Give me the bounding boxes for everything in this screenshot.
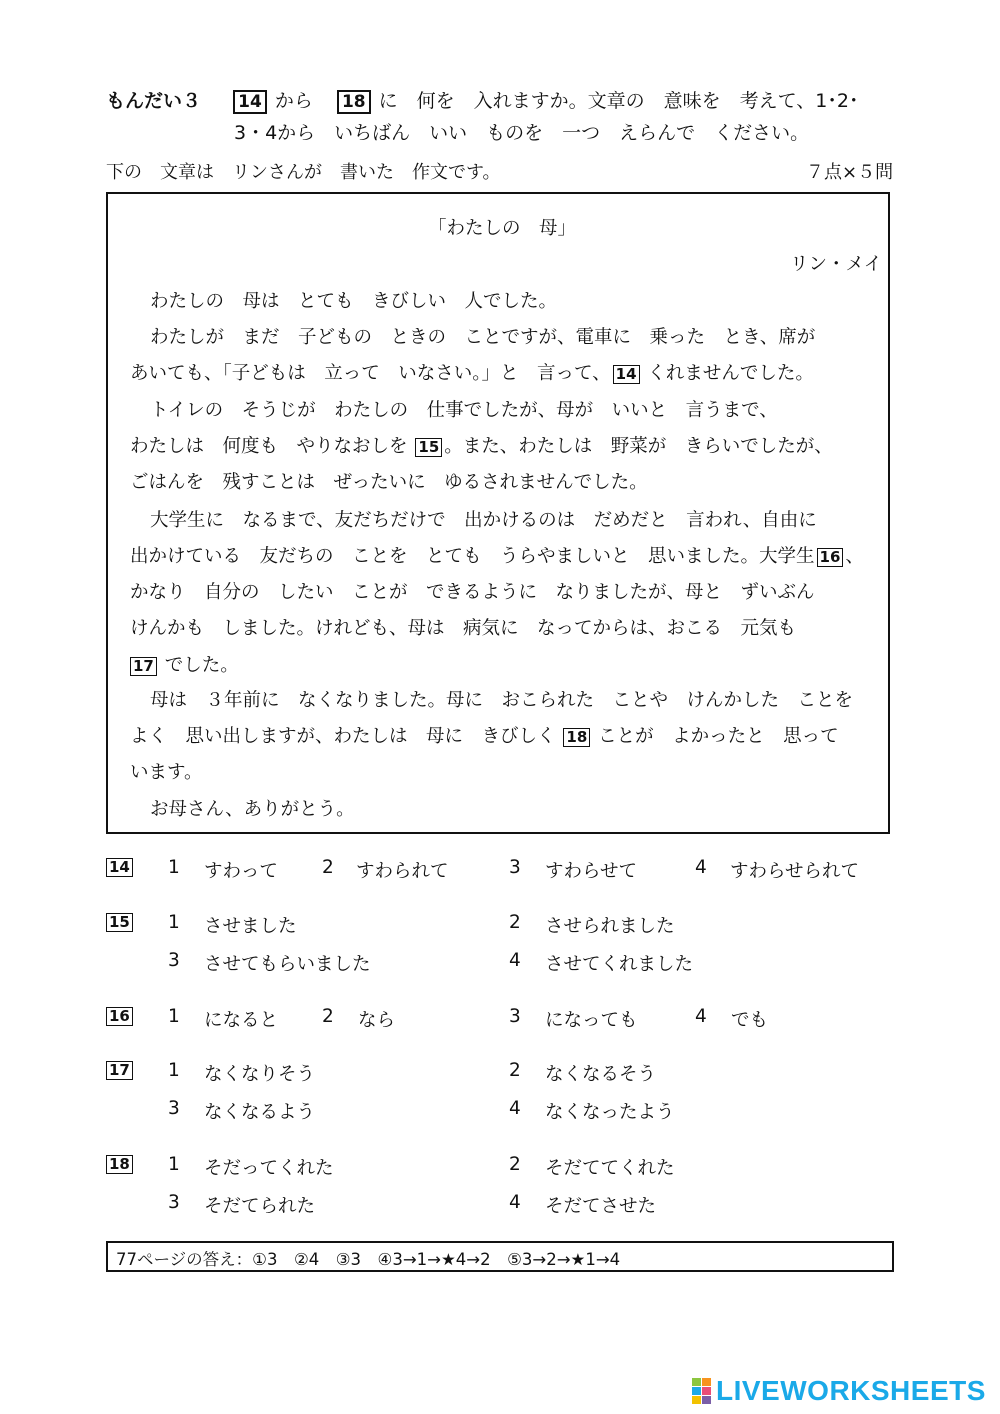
passage-text: よく 思い出しますが、わたしは 母に きびしく <box>130 726 556 747</box>
option-number: 3 <box>168 950 180 971</box>
question-number: 17 <box>106 1060 133 1080</box>
passage-line <box>130 722 839 748</box>
option-choice[interactable]: なくなるよう <box>204 1102 316 1123</box>
passage-text: 出かけている 友だちの ことを とても うらやましいと 思いました。大学生 <box>130 546 815 567</box>
instruction-line-2: 3・4から いちばん いい ものを 一つ えらんで ください。 <box>234 122 810 144</box>
blank-14[interactable]: 14 <box>613 365 640 384</box>
question-number: 15 <box>106 912 133 932</box>
option-number: 1 <box>168 1060 180 1081</box>
passage-line: います。 <box>130 762 203 783</box>
option-choice[interactable]: そだってくれた <box>204 1158 334 1179</box>
option-choice[interactable]: なくなりそう <box>204 1064 316 1085</box>
blank-number: 14 <box>233 90 267 114</box>
option-choice[interactable]: なくなったよう <box>545 1102 675 1123</box>
option-number: 4 <box>509 1192 521 1213</box>
passage-line: ごはんを 残すことは ぜったいに ゆるされませんでした。 <box>130 472 648 493</box>
option-choice[interactable]: になると <box>204 1010 279 1031</box>
passage-box <box>106 192 890 834</box>
passage-line: けんかも しました。けれども、母は 病気に なってからは、おこる 元気も <box>130 618 797 639</box>
option-number: 1 <box>168 1006 180 1027</box>
option-number: 2 <box>509 912 521 933</box>
passage-text: あいても、「子どもは 立って いなさい。」と 言って、 <box>130 363 611 384</box>
option-choice[interactable]: なら <box>358 1010 396 1031</box>
option-number: 1 <box>168 1154 180 1175</box>
option-choice[interactable]: すわって <box>204 861 278 882</box>
option-number: 3 <box>168 1098 180 1119</box>
option-choice[interactable]: でも <box>731 1010 769 1031</box>
instruction-line-1 <box>106 86 858 114</box>
liveworksheets-logo <box>692 1376 986 1406</box>
passage-line <box>130 359 814 385</box>
option-number: 1 <box>168 857 180 878</box>
passage-author: リン・メイ <box>790 254 883 275</box>
option-choice[interactable]: すわらせて <box>545 861 637 882</box>
passage-line: 大学生に なるまで、友だちだけで 出かけるのは だめだと 言われ、自由に <box>150 510 817 531</box>
answer-note: 77ページの答え：①3 ②4 ③3 ④3→1→★4→2 ⑤3→2→★1→4 <box>116 1250 621 1269</box>
question-number: 16 <box>106 1006 133 1026</box>
option-number: 2 <box>509 1154 521 1175</box>
passage-text: でした。 <box>164 655 239 676</box>
logo-text: LIVEWORKSHEETS <box>716 1375 986 1406</box>
passage-line: かなり 自分の したい ことが できるように なりましたが、母と ずいぶん <box>130 582 815 603</box>
passage-line <box>130 432 833 458</box>
option-number: 1 <box>168 912 180 933</box>
passage-text: 、 <box>845 546 864 567</box>
instruction-text: に 何を 入れますか。文章の 意味を 考えて、1･2･ <box>378 90 859 112</box>
problem-label: もんだい３ <box>106 90 202 112</box>
passage-line: わたしが まだ 子どもの ときの ことですが、電車に 乗った とき、席が <box>150 327 816 348</box>
option-choice[interactable]: そだてさせた <box>545 1196 657 1217</box>
option-number: 4 <box>695 1006 707 1027</box>
passage-text: ことが よかったと 思って <box>598 726 839 747</box>
blank-17[interactable]: 17 <box>130 657 157 676</box>
option-number: 4 <box>695 857 707 878</box>
instruction-text: から <box>274 90 313 112</box>
option-choice[interactable]: なくなるそう <box>545 1064 657 1085</box>
passage-line: わたしの 母は とても きびしい 人でした。 <box>150 291 558 312</box>
passage-line <box>130 651 239 677</box>
points-label: ７点×５問 <box>806 162 894 183</box>
option-number: 4 <box>509 950 521 971</box>
passage-line <box>130 542 864 568</box>
blank-15[interactable]: 15 <box>415 438 442 457</box>
passage-title: 「わたしの 母」 <box>428 218 577 239</box>
passage-line: お母さん、ありがとう。 <box>150 799 355 820</box>
logo-mark-icon <box>692 1378 712 1404</box>
option-number: 2 <box>509 1060 521 1081</box>
option-number: 4 <box>509 1098 521 1119</box>
option-number: 2 <box>322 1006 334 1027</box>
blank-16[interactable]: 16 <box>817 548 844 567</box>
option-choice[interactable]: すわらせられて <box>730 861 859 882</box>
option-choice[interactable]: そだてられた <box>204 1196 316 1217</box>
option-choice[interactable]: させてもらいました <box>204 954 371 975</box>
option-number: 3 <box>509 1006 521 1027</box>
passage-text: くれませんでした。 <box>647 363 814 384</box>
option-choice[interactable]: そだててくれた <box>545 1158 675 1179</box>
passage-line: 母は ３年前に なくなりました。母に おこられた ことや けんかした ことを <box>150 690 854 711</box>
option-number: 3 <box>509 857 521 878</box>
option-choice[interactable]: させてくれました <box>545 954 694 975</box>
option-choice[interactable]: すわられて <box>356 861 449 882</box>
passage-text: 。また、わたしは 野菜が きらいでしたが、 <box>444 436 833 457</box>
option-choice[interactable]: させられました <box>545 916 675 937</box>
blank-number: 18 <box>337 90 371 114</box>
option-number: 3 <box>168 1192 180 1213</box>
option-choice[interactable]: させました <box>204 916 297 937</box>
blank-18[interactable]: 18 <box>563 728 590 747</box>
answer-note-box <box>106 1241 894 1272</box>
passage-line: トイレの そうじが わたしの 仕事でしたが、母が いいと 言うまで、 <box>150 400 778 421</box>
intro-text: 下の 文章は リンさんが 書いた 作文です。 <box>106 162 501 183</box>
question-number: 14 <box>106 857 133 877</box>
option-choice[interactable]: になっても <box>545 1010 638 1031</box>
passage-text: わたしは 何度も やりなおしを <box>130 436 408 457</box>
option-number: 2 <box>322 857 334 878</box>
question-number: 18 <box>106 1154 133 1174</box>
